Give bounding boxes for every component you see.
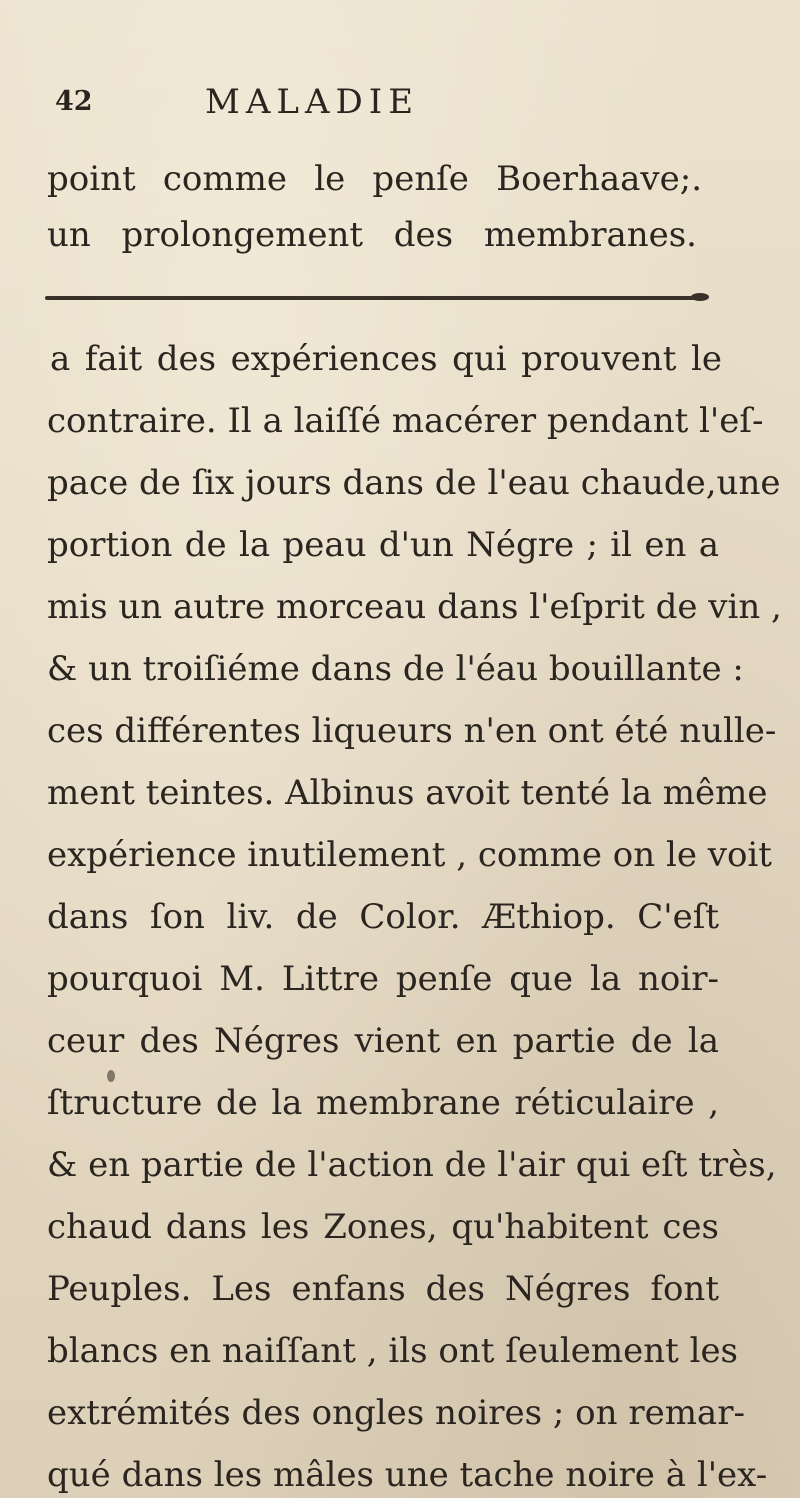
text-line: un prolongement des membranes. — [47, 215, 697, 255]
text-line: a fait des expériences qui prouvent le — [50, 339, 722, 379]
text-line: blancs en naiſſant , ils ont ſeulement les — [47, 1331, 739, 1371]
page-number: 42 — [55, 86, 93, 117]
text-line: expérience inutilement , comme on le voit — [47, 835, 772, 875]
text-line: pourquoi M. Littre penſe que la noir- — [47, 959, 719, 999]
text-line: & en partie de l'action de l'air qui eſt très, — [47, 1145, 777, 1185]
text-line: extrémités des ongles noires ; on remar- — [47, 1393, 745, 1433]
text-line: Peuples. Les enfans des Négres font — [47, 1269, 719, 1309]
paper-speck — [107, 1070, 115, 1082]
text-line: contraire. Il a laiſſé macérer pendant l'eſ- — [47, 401, 764, 441]
text-line: chaud dans les Zones, qu'habitent ces — [47, 1207, 719, 1247]
text-line: portion de la peau d'un Négre ; il en a — [47, 525, 719, 565]
text-line: mis un autre morceau dans l'eſprit de vin , — [47, 587, 782, 627]
text-line: ceur des Négres vient en partie de la — [47, 1021, 719, 1061]
text-line: ces différentes liqueurs n'en ont été nulle- — [47, 711, 777, 751]
section-rule — [45, 296, 705, 300]
text-line: ment teintes. Albinus avoit tenté la même — [47, 773, 768, 813]
text-line: & un troiſiéme dans de l'éau bouillante : — [47, 649, 744, 689]
text-line: pace de ſix jours dans de l'eau chaude,une — [47, 463, 781, 503]
text-line: dans ſon liv. de Color. Æthiop. C'eſt — [47, 897, 719, 937]
running-title: MALADIE — [205, 82, 420, 122]
text-line: ſtructure de la membrane réticulaire , — [47, 1083, 719, 1123]
text-line: point comme le penſe Boerhaave;. — [47, 159, 702, 199]
text-line: qué dans les mâles une tache noire à l'ex- — [47, 1455, 768, 1495]
